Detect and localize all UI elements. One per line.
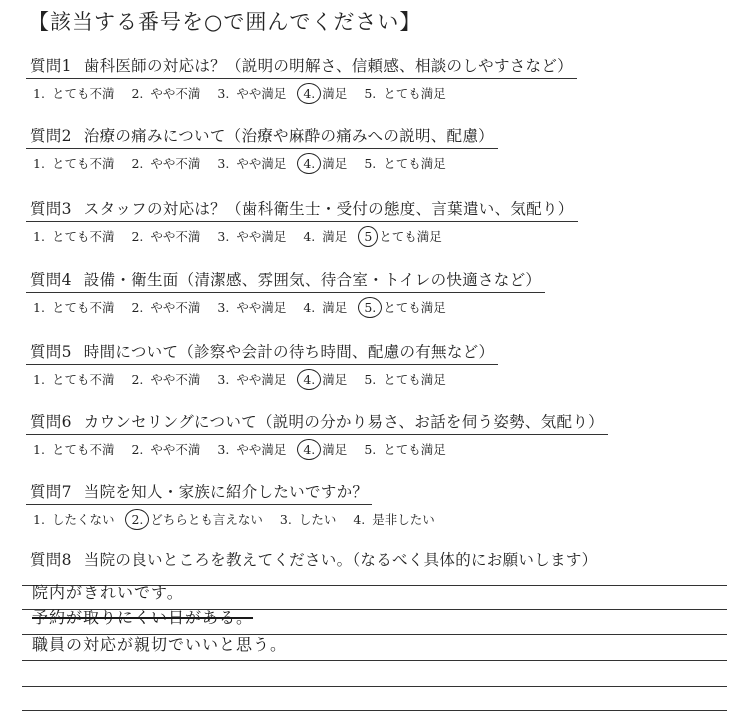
answer-option[interactable] bbox=[128, 370, 200, 388]
option-label: 是非したい bbox=[372, 512, 435, 527]
question-number: 質問7 bbox=[30, 483, 72, 501]
option-label: とても満足 bbox=[379, 229, 442, 244]
option-label: とても不満 bbox=[51, 300, 115, 315]
question-6 bbox=[26, 410, 726, 458]
option-label: とても満足 bbox=[383, 442, 446, 457]
option-number: 5. bbox=[364, 156, 377, 171]
option-label: 満足 bbox=[322, 229, 348, 244]
answer-option[interactable] bbox=[30, 510, 114, 528]
option-label: とても満足 bbox=[383, 156, 446, 171]
question-5 bbox=[26, 340, 726, 388]
option-label: やや不満 bbox=[150, 372, 201, 387]
circled-option-number: 5. bbox=[361, 300, 379, 315]
question-number: 質問6 bbox=[30, 413, 72, 431]
option-number: 5. bbox=[364, 86, 377, 101]
answer-option[interactable] bbox=[350, 510, 434, 528]
answer-option[interactable] bbox=[361, 154, 445, 172]
question-title bbox=[26, 410, 608, 435]
question-text: カウンセリングについて（説明の分かり易さ、お話を伺う姿勢、気配り） bbox=[83, 413, 604, 431]
option-label: やや満足 bbox=[236, 442, 287, 457]
option-label: やや満足 bbox=[236, 300, 287, 315]
answer-option[interactable] bbox=[361, 298, 445, 316]
circled-option-number: 4. bbox=[300, 372, 318, 387]
answer-options bbox=[26, 440, 726, 458]
option-number: 4. bbox=[303, 229, 316, 244]
question-3 bbox=[26, 197, 726, 245]
answer-options bbox=[26, 154, 726, 172]
option-number: 2. bbox=[131, 229, 144, 244]
answer-option[interactable] bbox=[277, 510, 336, 528]
answer-line bbox=[22, 710, 727, 711]
answer-line bbox=[22, 660, 727, 661]
circled-option-number: 2. bbox=[128, 512, 146, 527]
answer-option[interactable] bbox=[214, 227, 286, 245]
option-label: したくない bbox=[51, 512, 115, 527]
option-label: とても不満 bbox=[51, 156, 115, 171]
question-title bbox=[26, 340, 498, 365]
answer-options bbox=[26, 510, 726, 528]
option-number: 2. bbox=[131, 156, 144, 171]
question-text: 設備・衛生面（清潔感、雰囲気、待合室・トイレの快適さなど） bbox=[83, 271, 542, 289]
question-text: 当院を知人・家族に紹介したいですか？ bbox=[83, 483, 369, 501]
option-label: やや満足 bbox=[236, 372, 287, 387]
question-number: 質問5 bbox=[30, 343, 72, 361]
question-text: スタッフの対応は？（歯科衛生士・受付の態度、言葉遣い、気配り） bbox=[83, 200, 574, 218]
answer-option[interactable] bbox=[128, 154, 200, 172]
answer-option[interactable] bbox=[361, 84, 445, 102]
answer-option[interactable] bbox=[300, 227, 347, 245]
option-number: 3. bbox=[217, 156, 230, 171]
question-7 bbox=[26, 480, 726, 528]
question-title bbox=[26, 124, 498, 149]
circled-option-number: 4. bbox=[300, 156, 318, 171]
question-title bbox=[26, 480, 372, 505]
question-title bbox=[26, 54, 577, 79]
question-number: 質問1 bbox=[30, 57, 72, 75]
answer-line bbox=[22, 686, 727, 687]
question-8 bbox=[30, 548, 597, 570]
answer-option[interactable] bbox=[214, 84, 286, 102]
option-label: とても不満 bbox=[51, 229, 115, 244]
answer-options bbox=[26, 370, 726, 388]
handwritten-answer-line-3: 職員の対応が親切でいいと思う。 bbox=[32, 635, 288, 654]
question-4 bbox=[26, 268, 726, 316]
option-number: 2. bbox=[131, 372, 144, 387]
answer-option[interactable] bbox=[300, 298, 347, 316]
question-1 bbox=[26, 54, 726, 102]
option-label: 満足 bbox=[322, 442, 348, 457]
option-number: 4. bbox=[353, 512, 366, 527]
option-label: やや不満 bbox=[150, 442, 201, 457]
answer-option[interactable] bbox=[30, 84, 114, 102]
option-number: 3. bbox=[217, 300, 230, 315]
option-label: やや満足 bbox=[236, 86, 287, 101]
option-label: 満足 bbox=[322, 86, 348, 101]
option-label: とても満足 bbox=[383, 86, 446, 101]
option-label: やや不満 bbox=[150, 300, 201, 315]
answer-option[interactable] bbox=[214, 370, 286, 388]
option-number: 3. bbox=[217, 442, 230, 457]
answer-option[interactable] bbox=[300, 84, 347, 102]
answer-option[interactable] bbox=[128, 84, 200, 102]
answer-option[interactable] bbox=[30, 440, 114, 458]
option-number: 3. bbox=[217, 372, 230, 387]
option-label: どちらとも言えない bbox=[150, 512, 263, 527]
option-label: やや不満 bbox=[150, 229, 201, 244]
option-number: 1. bbox=[33, 229, 45, 244]
answer-options bbox=[26, 227, 726, 245]
option-label: やや不満 bbox=[150, 156, 201, 171]
question-text: 当院の良いところを教えてください。（なるべく具体的にお願いします） bbox=[83, 551, 598, 569]
answer-option[interactable] bbox=[128, 440, 200, 458]
answer-option[interactable] bbox=[128, 298, 200, 316]
form-header: 【該当する番号を○で囲んでください】 bbox=[28, 10, 422, 34]
option-label: とても満足 bbox=[383, 372, 446, 387]
answer-option[interactable] bbox=[361, 370, 445, 388]
question-text: 治療の痛みについて（治療や麻酔の痛みへの説明、配慮） bbox=[83, 127, 494, 145]
option-number: 2. bbox=[131, 442, 144, 457]
option-number: 1. bbox=[33, 86, 45, 101]
option-label: やや満足 bbox=[236, 229, 287, 244]
option-label: とても不満 bbox=[51, 86, 115, 101]
option-label: 満足 bbox=[322, 300, 348, 315]
answer-option[interactable] bbox=[300, 370, 347, 388]
option-number: 1. bbox=[33, 512, 45, 527]
circled-option-number: 4. bbox=[300, 442, 318, 457]
answer-option[interactable] bbox=[300, 154, 347, 172]
question-number: 質問2 bbox=[30, 127, 72, 145]
question-number: 質問3 bbox=[30, 200, 72, 218]
question-number: 質問8 bbox=[30, 551, 72, 569]
option-number: 5. bbox=[364, 442, 377, 457]
option-label: 満足 bbox=[322, 372, 348, 387]
question-number: 質問4 bbox=[30, 271, 72, 289]
question-text: 歯科医師の対応は？（説明の明解さ、信頼感、相談のしやすさなど） bbox=[83, 57, 573, 75]
answer-options bbox=[26, 84, 726, 102]
handwritten-answer-line-2-struck: 予約が取りにくい日がある。 bbox=[32, 608, 254, 627]
question-title bbox=[26, 197, 578, 222]
answer-option[interactable] bbox=[30, 227, 114, 245]
answer-option[interactable] bbox=[214, 154, 286, 172]
option-number: 1. bbox=[33, 156, 45, 171]
option-number: 3. bbox=[279, 512, 292, 527]
option-number: 1. bbox=[33, 442, 45, 457]
question-text: 時間について（診察や会計の待ち時間、配慮の有無など） bbox=[83, 343, 495, 361]
option-label: とても不満 bbox=[51, 442, 115, 457]
option-number: 2. bbox=[131, 86, 144, 101]
option-label: とても不満 bbox=[51, 372, 115, 387]
answer-option[interactable] bbox=[30, 370, 114, 388]
option-number: 3. bbox=[217, 86, 230, 101]
circled-option-number: 5 bbox=[361, 229, 375, 244]
answer-option[interactable] bbox=[300, 440, 347, 458]
answer-option[interactable] bbox=[30, 298, 114, 316]
answer-option[interactable] bbox=[361, 227, 441, 245]
answer-option[interactable] bbox=[128, 510, 262, 528]
answer-option[interactable] bbox=[30, 154, 114, 172]
question-title bbox=[26, 268, 545, 293]
option-number: 1. bbox=[33, 300, 45, 315]
answer-option[interactable] bbox=[128, 227, 200, 245]
answer-option[interactable] bbox=[361, 440, 445, 458]
answer-options bbox=[26, 298, 726, 316]
option-number: 2. bbox=[131, 300, 144, 315]
option-number: 5. bbox=[364, 372, 377, 387]
answer-option[interactable] bbox=[214, 440, 286, 458]
question-2 bbox=[26, 124, 726, 172]
option-label: 満足 bbox=[322, 156, 348, 171]
option-label: やや満足 bbox=[236, 156, 287, 171]
answer-option[interactable] bbox=[214, 298, 286, 316]
circled-option-number: 4. bbox=[300, 86, 318, 101]
option-label: したい bbox=[298, 512, 337, 527]
option-number: 4. bbox=[303, 300, 316, 315]
option-number: 3. bbox=[217, 229, 230, 244]
option-number: 1. bbox=[33, 372, 45, 387]
option-label: とても満足 bbox=[383, 300, 446, 315]
handwritten-answer-line-1: 院内がきれいです。 bbox=[32, 583, 184, 602]
option-label: やや不満 bbox=[150, 86, 201, 101]
